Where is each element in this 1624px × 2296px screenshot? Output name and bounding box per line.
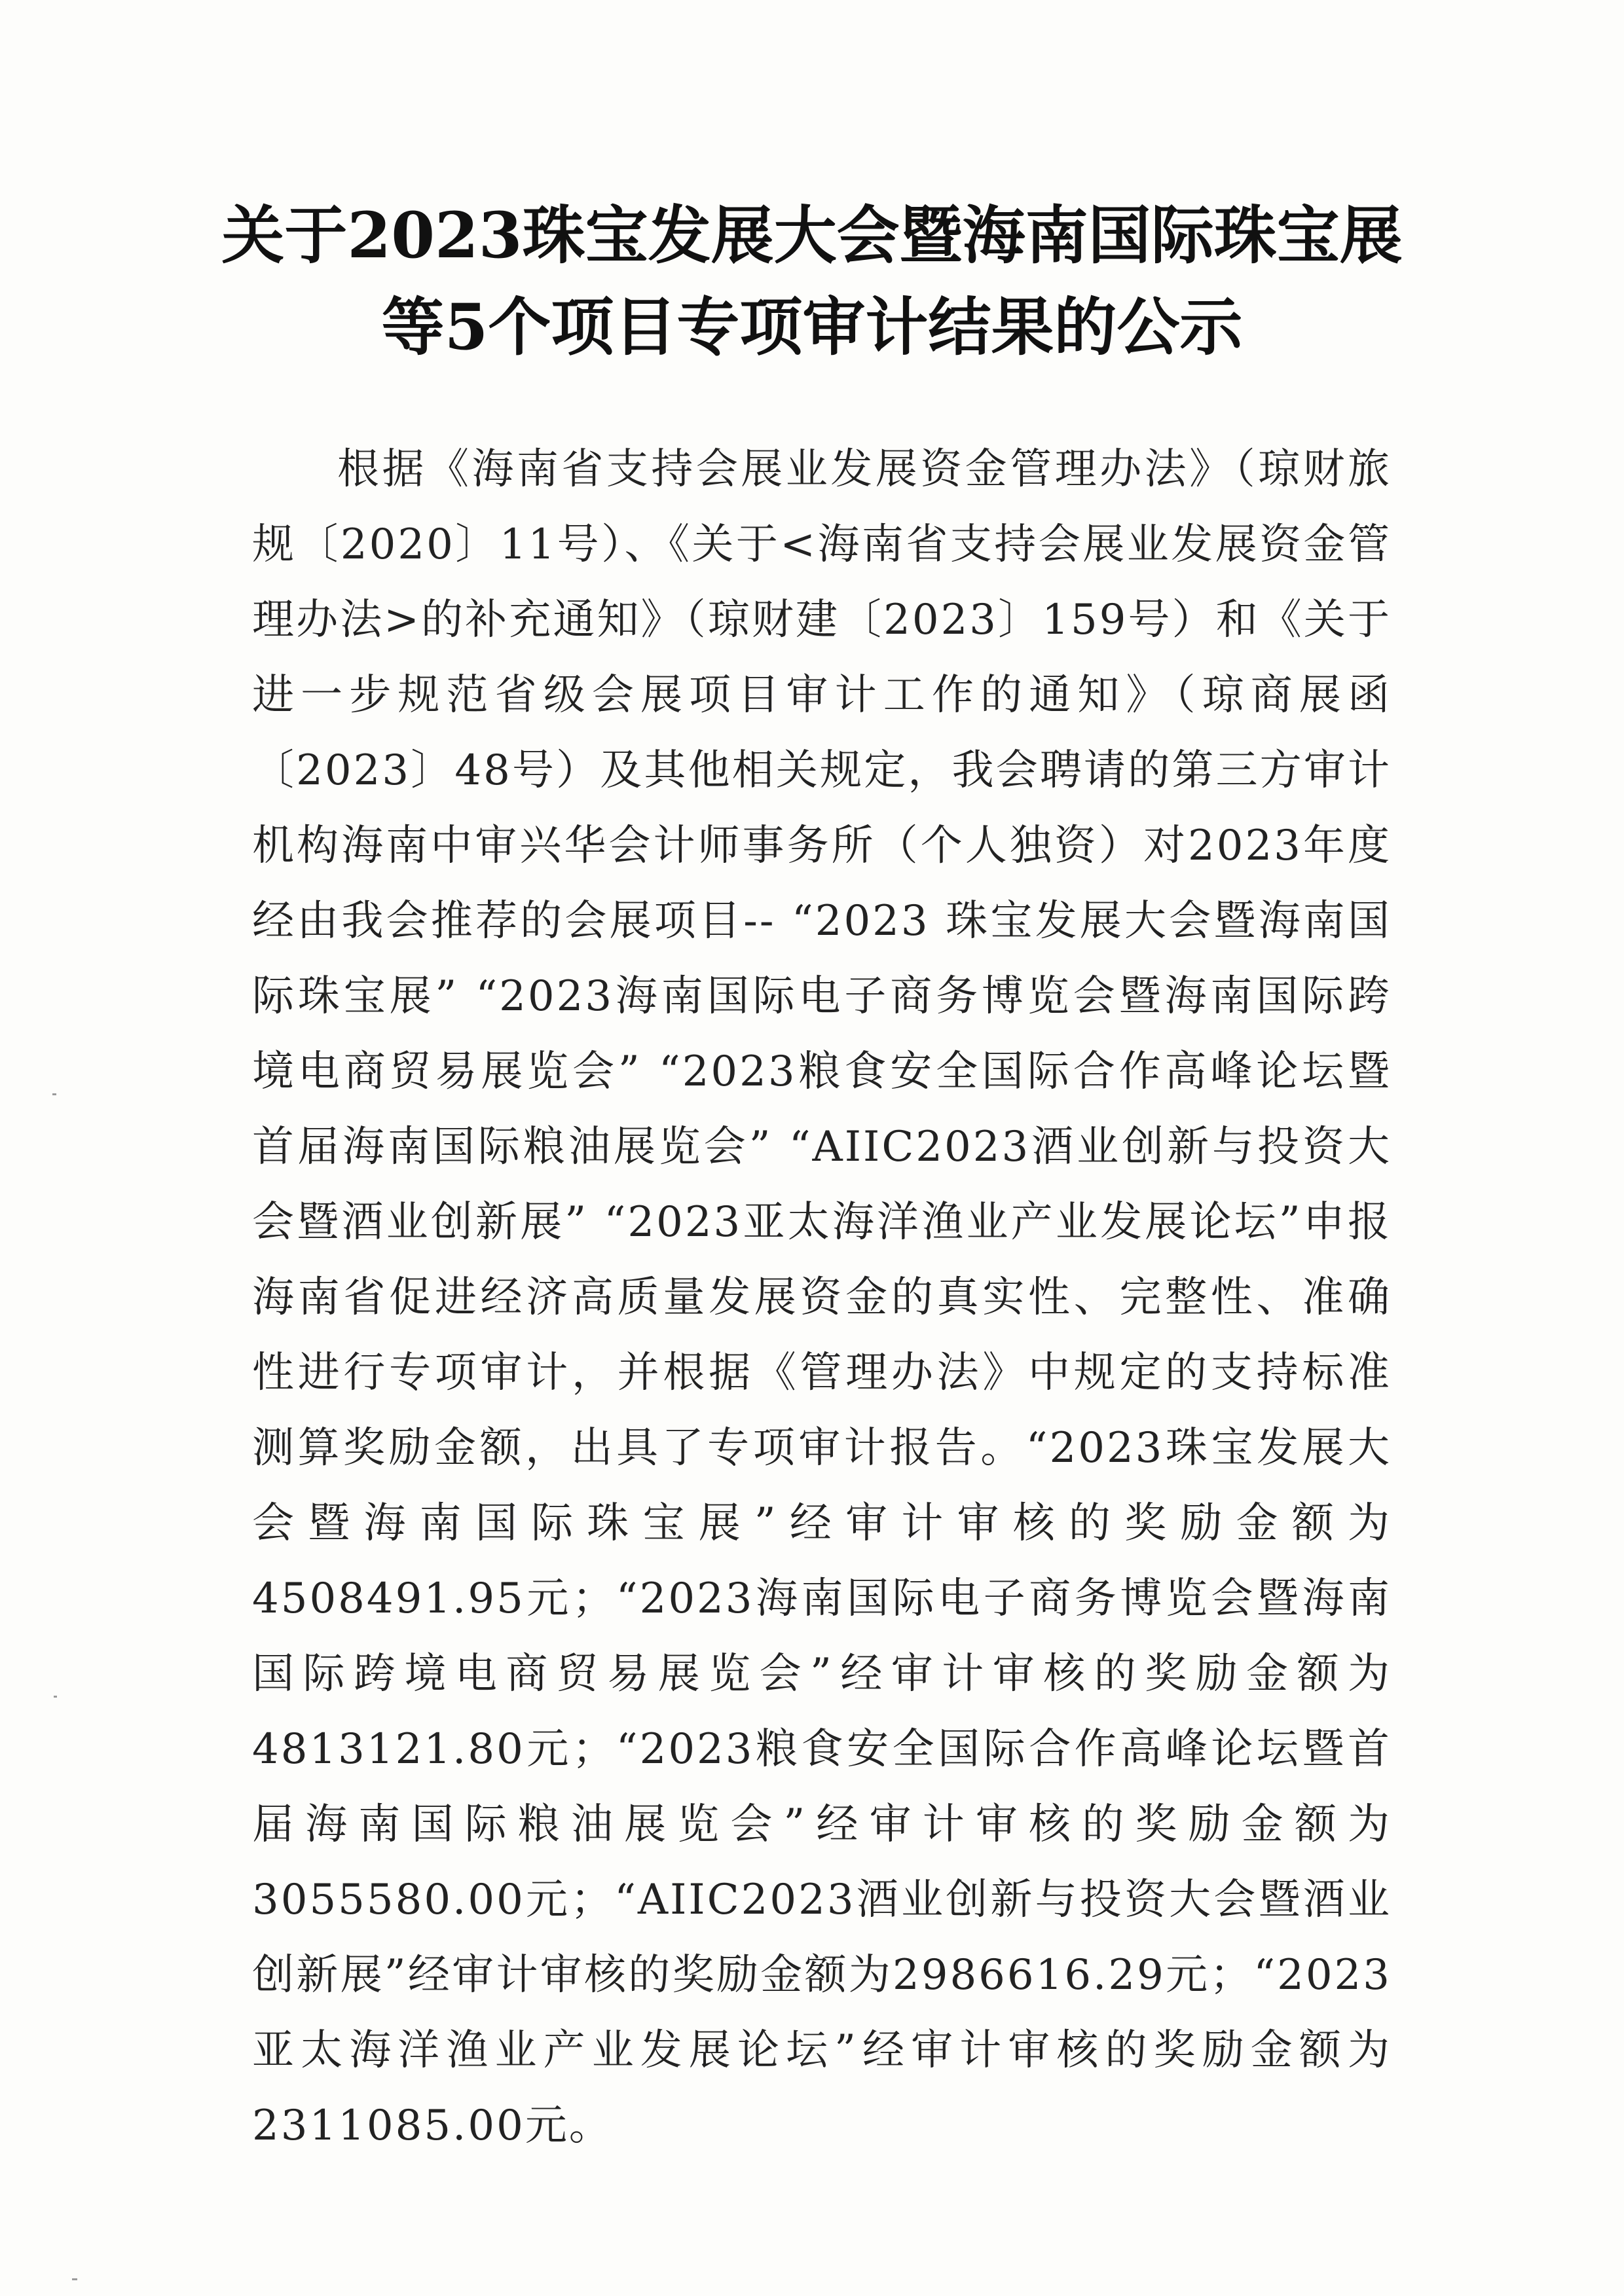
title-line-2: 等5个项目专项审计结果的公示 <box>381 290 1243 364</box>
title-line-1: 关于2023珠宝发展大会暨海南国际珠宝展 <box>221 198 1403 272</box>
scan-mark-2 <box>54 1696 57 1698</box>
document-title <box>216 190 1408 373</box>
body-paragraph: 根据《海南省支持会展业发展资金管理办法》（琼财旅规〔2020〕11号）、《关于<海南省支持会展业发展资金管理办法>的补充通知》（琼财建〔2023〕159号）和《关于进一步规范省级会展项目审计工作的通知》（琼商展函〔2023〕48号）及其他相关规定，我会聘请的第三方审计机构海南中审兴华会计师事务所（个人独资）对2023年度经由我会推荐的会展项目-- “2023 珠宝发展大会暨海南国际珠宝展” “2023海南国际电子商务博览会暨海南国际跨境电商贸易展览会” “2023粮食安全国际合作高峰论坛暨首届海南国际粮油展览会” “AIIC2023酒业创新与投资大会暨酒业创新展” “2023亚太海洋渔业产业发展论坛”申报海南省促进经济高质量发展资金的真实性、完整性、准确性进行专项审计，并根据《管理办法》中规定的支持标准测算奖励金额，出具了专项审计报告。“2023珠宝发展大会暨海南国际珠宝展”经审计审核的奖励金额为4508491.95元；“2023海南国际电子商务博览会暨海南国际跨境电商贸易展览会”经审计审核的奖励金额为4813121.80元；“2023粮食安全国际合作高峰论坛暨首届海南国际粮油展览会”经审计审核的奖励金额为3055580.00元；“AIIC2023酒业创新与投资大会暨酒业创新展”经审计审核的奖励金额为2986616.29元；“2023亚太海洋渔业产业发展论坛”经审计审核的奖励金额为2311085.00元。 <box>252 445 1392 2150</box>
scan-mark-1 <box>52 1093 56 1095</box>
scan-mark-3 <box>72 2278 77 2280</box>
